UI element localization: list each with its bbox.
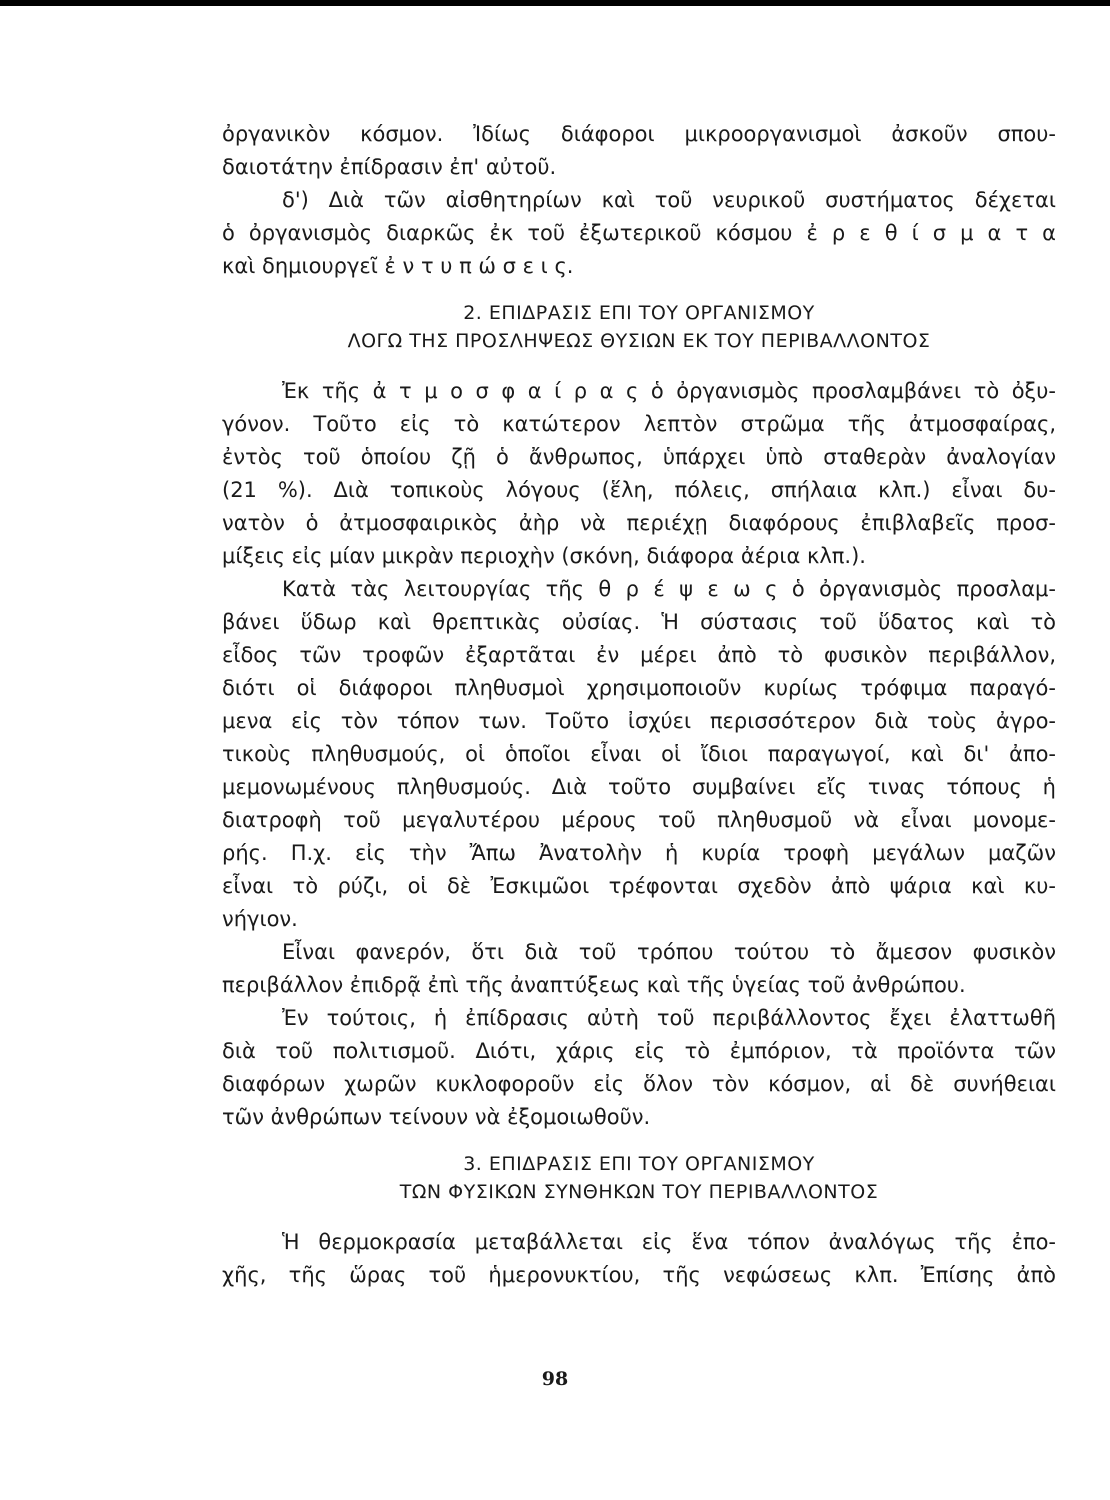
- text-line: διατροφὴ τοῦ μεγαλυτέρου μέρους τοῦ πληθυσμοῦ νὰ εἶναι μονομε-: [222, 808, 1056, 832]
- section-2-heading-line-1: 2. ΕΠΙΔΡΑΣΙΣ ΕΠΙ ΤΟΥ ΟΡΓΑΝΙΣΜΟΥ: [463, 302, 815, 324]
- text-line: ὀργανικὸν κόσμον. Ἰδίως διάφοροι μικροοργανισμοὶ ἀσκοῦν σπου-: [222, 122, 1056, 146]
- section-2-paragraph-2: [222, 573, 1056, 936]
- section-3-heading-line-1: 3. ΕΠΙΔΡΑΣΙΣ ΕΠΙ ΤΟΥ ΟΡΓΑΝΙΣΜΟΥ: [463, 1153, 815, 1175]
- section-3-paragraph-1: [222, 1226, 1056, 1292]
- text-line: Ἐκ τῆς ἀ τ μ ο σ φ α ί ρ α ς ὁ ὀργανισμὸς προσλαμβάνει τὸ ὀξυ-: [282, 379, 1056, 403]
- intro-paragraph-d: [222, 184, 1056, 283]
- intro-paragraph-c: [222, 118, 1056, 184]
- section-2-paragraph-4: [222, 1002, 1056, 1134]
- text-line: διὰ τοῦ πολιτισμοῦ. Διότι, χάρις εἰς τὸ ἐμπόριον, τὰ προϊόντα τῶν: [222, 1039, 1056, 1063]
- text-line: δαιοτάτην ἐπίδρασιν ἐπ' αὐτοῦ.: [222, 155, 557, 179]
- text-line: διότι οἱ διάφοροι πληθυσμοὶ χρησιμοποιοῦν κυρίως τρόφιμα παραγό-: [222, 676, 1056, 700]
- page-number: 98: [541, 1368, 569, 1390]
- section-2-paragraph-3: [222, 936, 1056, 1002]
- text-line: περιβάλλον ἐπιδρᾷ ἐπὶ τῆς ἀναπτύξεως καὶ τῆς ὑγείας τοῦ ἀνθρώπου.: [222, 973, 966, 997]
- text-line: καὶ δημιουργεῖ ἐ ν τ υ π ώ σ ε ι ς.: [222, 254, 574, 278]
- text-line: Ἐν τούτοις, ἡ ἐπίδρασις αὐτὴ τοῦ περιβάλλοντος ἔχει ἐλαττωθῆ: [282, 1006, 1056, 1030]
- text-line: βάνει ὕδωρ καὶ θρεπτικὰς οὐσίας. Ἡ σύστασις τοῦ ὕδατος καὶ τὸ: [222, 610, 1056, 634]
- text-line: μίξεις εἰς μίαν μικρὰν περιοχὴν (σκόνη, διάφορα ἀέρια κλπ.).: [222, 544, 866, 568]
- text-line: δ') Διὰ τῶν αἰσθητηρίων καὶ τοῦ νευρικοῦ συστήματος δέχεται: [282, 188, 1056, 212]
- text-line: μεμονωμένους πληθυσμούς. Διὰ τοῦτο συμβαίνει εἴς τινας τόπους ἡ: [222, 775, 1056, 799]
- page-body: [222, 118, 1056, 1292]
- text-line: τῶν ἀνθρώπων τείνουν νὰ ἐξομοιωθοῦν.: [222, 1105, 651, 1129]
- section-3-heading-line-2: ΤΩΝ ΦΥΣΙΚΩΝ ΣΥΝΘΗΚΩΝ ΤΟΥ ΠΕΡΙΒΑΛΛΟΝΤΟΣ: [399, 1181, 879, 1203]
- text-line: τικοὺς πληθυσμούς, οἱ ὁποῖοι εἶναι οἱ ἴδιοι παραγωγοί, καὶ δι' ἀπο-: [222, 742, 1056, 766]
- text-line: Κατὰ τὰς λειτουργίας τῆς θ ρ έ ψ ε ω ς ὁ ὀργανισμὸς προσλαμ-: [282, 577, 1056, 601]
- text-line: νήγιον.: [222, 907, 298, 931]
- text-line: Ἡ θερμοκρασία μεταβάλλεται εἰς ἕνα τόπον ἀναλόγως τῆς ἐπο-: [282, 1230, 1056, 1254]
- text-line: χῆς, τῆς ὥρας τοῦ ἡμερονυκτίου, τῆς νεφώσεως κλπ. Ἐπίσης ἀπὸ: [222, 1263, 1056, 1287]
- text-line: γόνον. Τοῦτο εἰς τὸ κατώτερον λεπτὸν στρῶμα τῆς ἀτμοσφαίρας,: [222, 412, 1056, 436]
- text-line: (21 %). Διὰ τοπικοὺς λόγους (ἕλη, πόλεις, σπήλαια κλπ.) εἶναι δυ-: [222, 478, 1056, 502]
- text-line: μενα εἰς τὸν τόπον των. Τοῦτο ἰσχύει περισσότερον διὰ τοὺς ἀγρο-: [222, 709, 1056, 733]
- scan-top-edge: [0, 0, 1110, 6]
- text-line: διαφόρων χωρῶν κυκλοφοροῦν εἰς ὅλον τὸν κόσμον, αἱ δὲ συνήθειαι: [222, 1072, 1056, 1096]
- text-line: ρής. Π.χ. εἰς τὴν Ἄπω Ἀνατολὴν ἡ κυρία τροφὴ μεγάλων μαζῶν: [222, 841, 1056, 865]
- text-line: νατὸν ὁ ἀτμοσφαιρικὸς ἀὴρ νὰ περιέχῃ διαφόρους ἐπιβλαβεῖς προσ-: [222, 511, 1056, 535]
- section-2-heading-line-2: ΛΟΓΩ ΤΗΣ ΠΡΟΣΛΗΨΕΩΣ ΘΥΣΙΩΝ ΕΚ ΤΟΥ ΠΕΡΙΒΑΛΛΟΝΤΟΣ: [347, 330, 931, 352]
- text-line: εἶναι τὸ ρύζι, οἱ δὲ Ἐσκιμῶοι τρέφονται σχεδὸν ἀπὸ ψάρια καὶ κυ-: [222, 874, 1056, 898]
- text-line: εἶδος τῶν τροφῶν ἐξαρτᾶται ἐν μέρει ἀπὸ τὸ φυσικὸν περιβάλλον,: [222, 643, 1056, 667]
- text-line: Εἶναι φανερόν, ὅτι διὰ τοῦ τρόπου τούτου τὸ ἄμεσον φυσικὸν: [282, 940, 1056, 964]
- text-line: ὁ ὀργανισμὸς διαρκῶς ἐκ τοῦ ἐξωτερικοῦ κόσμου ἐ ρ ε θ ί σ μ α τ α: [222, 221, 1056, 245]
- section-2-paragraph-1: [222, 375, 1056, 573]
- text-line: ἐντὸς τοῦ ὁποίου ζῇ ὁ ἄνθρωπος, ὑπάρχει ὑπὸ σταθερὰν ἀναλογίαν: [222, 445, 1056, 469]
